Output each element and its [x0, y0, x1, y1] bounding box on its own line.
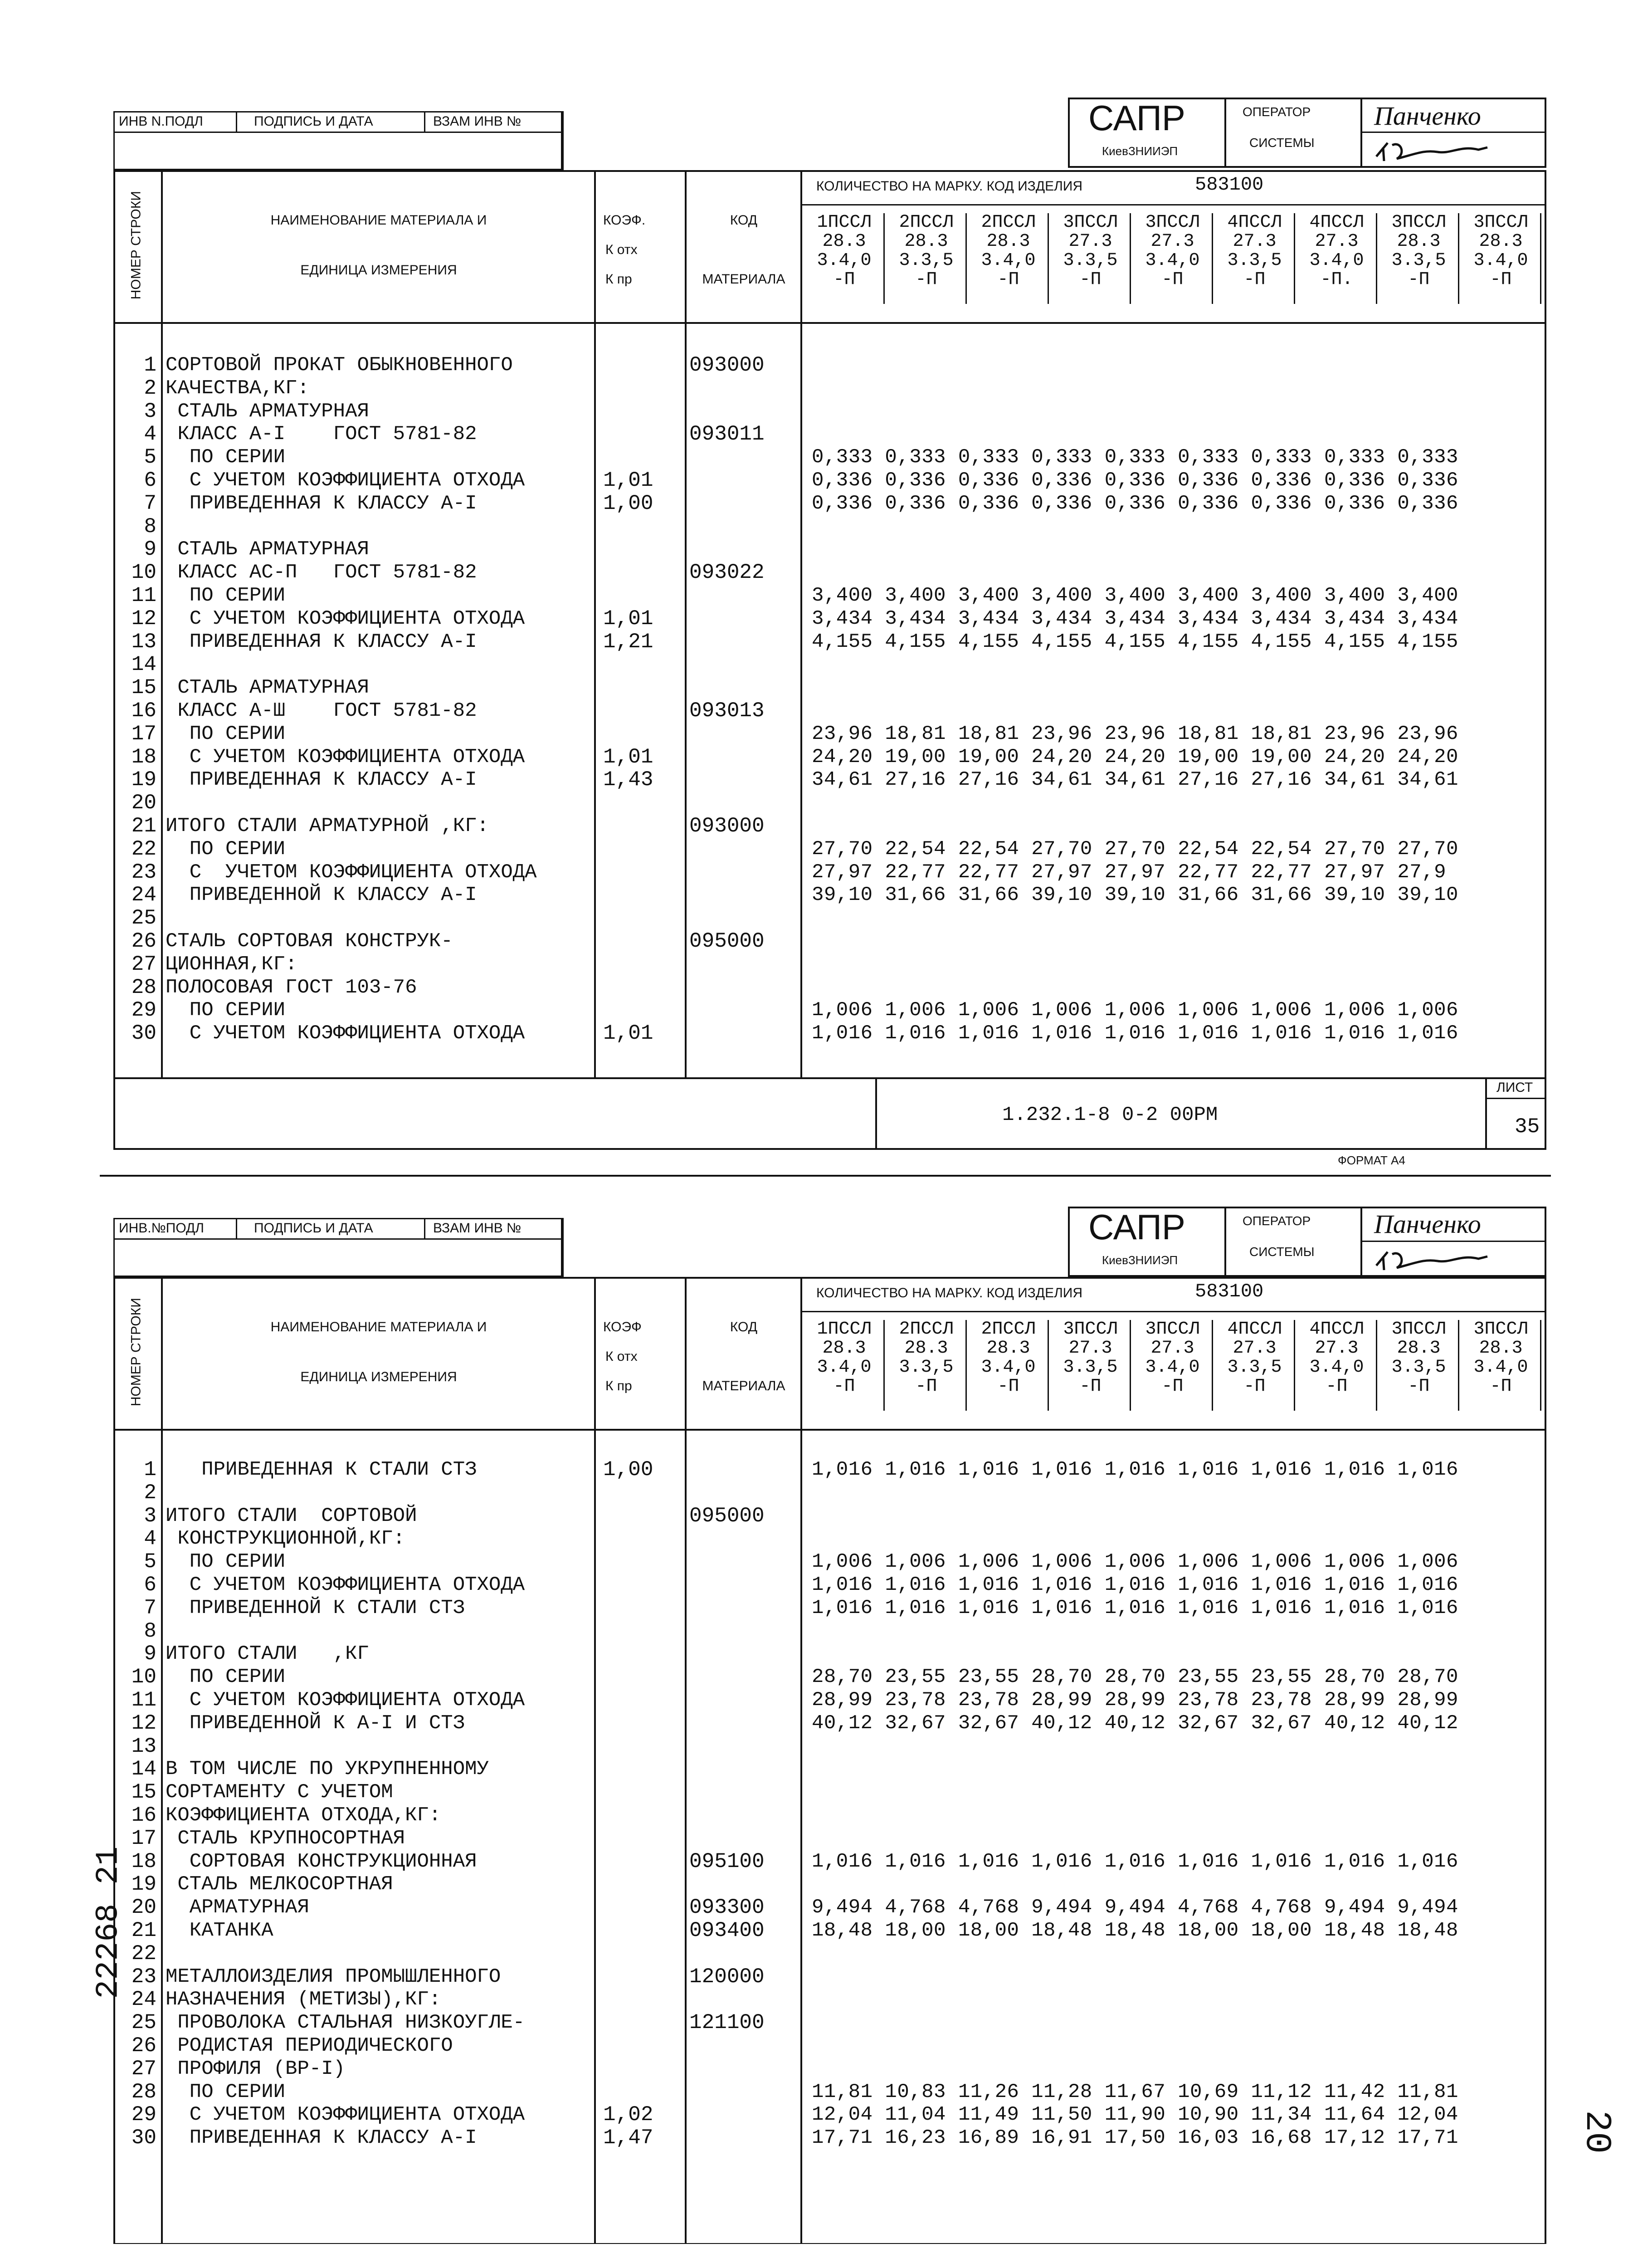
- row-number: 27: [131, 2057, 156, 2081]
- mark-label-line: 4ПССЛ: [1227, 1319, 1282, 1339]
- mark-column-header: [1297, 1320, 1377, 1411]
- row-number: 28: [131, 2080, 156, 2104]
- material-name-header-1: НАИМЕНОВАНИЕ МАТЕРИАЛА И: [270, 1320, 487, 1334]
- material-name: ПРИВЕДЕННАЯ К КЛАССУ А-I: [166, 630, 477, 653]
- row-number: 29: [131, 998, 156, 1022]
- kod-header-2: МАТЕРИАЛА: [702, 1378, 785, 1393]
- material-name: ПО СЕРИИ: [166, 446, 286, 469]
- mark-label-line: 3.3,5: [1391, 1357, 1446, 1378]
- material-code: 093022: [689, 561, 765, 585]
- row-number: 4: [144, 1527, 156, 1551]
- material-name: ПО СЕРИИ: [166, 837, 286, 860]
- mark-label-line: 27.3: [1233, 231, 1277, 252]
- mark-label-line: -П: [915, 1376, 937, 1397]
- mark-label-line: 3.4,0: [981, 1357, 1036, 1378]
- quantity-values: 27,70 22,54 22,54 27,70 27,70 22,54 22,54 27,70 27,70: [812, 837, 1458, 860]
- material-name: ПРИВЕДЕННОЙ К СТАЛИ СТЗ: [166, 1596, 465, 1619]
- operator-label: ОПЕРАТОР: [1243, 1214, 1311, 1228]
- quantity-values: 3,434 3,434 3,434 3,434 3,434 3,434 3,434 3,434 3,434: [812, 607, 1458, 630]
- row-number: 9: [144, 538, 156, 562]
- mark-column-header: [1379, 1320, 1459, 1411]
- coefficient: 1,47: [603, 2126, 653, 2150]
- material-name: НАЗНАЧЕНИЯ (МЕТИЗЫ),КГ:: [166, 1988, 441, 2011]
- material-name: С УЧЕТОМ КОЭФФИЦИЕНТА ОТХОДА: [166, 860, 537, 884]
- material-code: 095000: [689, 1504, 765, 1528]
- mark-column-header: [1051, 1320, 1131, 1411]
- row-number: 6: [144, 469, 156, 492]
- mark-label-line: -П: [1490, 1376, 1512, 1397]
- side-stamp: 22268 21: [91, 1846, 127, 1999]
- mark-label-line: 2ПССЛ: [981, 212, 1036, 233]
- material-code: 095000: [689, 929, 765, 953]
- mark-column-header: [1462, 213, 1541, 304]
- row-number: 11: [131, 1688, 156, 1712]
- material-name: ПРИВЕДЕННАЯ К СТАЛИ СТЗ: [166, 1458, 477, 1481]
- row-number: 7: [144, 1596, 156, 1620]
- coefficient: 1,01: [603, 606, 653, 631]
- material-name: КАЧЕСТВА,КГ:: [166, 376, 309, 400]
- material-name: ПОЛОСОВАЯ ГОСТ 103-76: [166, 976, 417, 999]
- operator-name: Панченко: [1374, 1209, 1481, 1239]
- mark-label-line: 3.4,0: [817, 250, 872, 271]
- list-number: 35: [1515, 1115, 1540, 1139]
- quantity-values: 40,12 32,67 32,67 40,12 40,12 32,67 32,67 40,12 40,12: [812, 1711, 1458, 1735]
- quantity-values: 28,70 23,55 23,55 28,70 28,70 23,55 23,55 28,70 28,70: [812, 1666, 1458, 1689]
- mark-label-line: 3.3,5: [1063, 1357, 1118, 1378]
- mark-label-line: -П: [1408, 1376, 1430, 1397]
- quantity-values: 11,81 10,83 11,26 11,28 11,67 10,69 11,12 11,42 11,81: [812, 2080, 1458, 2103]
- row-number: 13: [131, 630, 156, 654]
- koef-header-1: КОЭФ.: [603, 213, 646, 228]
- coefficient: 1,00: [603, 1458, 653, 1481]
- mark-column-header: [969, 213, 1049, 304]
- material-name: РОДИСТАЯ ПЕРИОДИЧЕСКОГО: [166, 2034, 453, 2057]
- mark-label-line: 3.3,5: [1227, 1357, 1282, 1378]
- mark-label-line: 3ПССЛ: [1473, 1319, 1528, 1339]
- vzam-inv-label: ВЗАМ ИНВ №: [433, 114, 522, 129]
- koef-header-3: К пр: [605, 272, 632, 287]
- mark-column-header: [1297, 213, 1377, 304]
- kod-izdeliya: 583100: [1195, 174, 1264, 196]
- row-number: 30: [131, 1022, 156, 1046]
- quantity-values: 0,336 0,336 0,336 0,336 0,336 0,336 0,336 0,336 0,336: [812, 492, 1458, 515]
- operator-label: ОПЕРАТОР: [1243, 105, 1311, 119]
- row-number: 4: [144, 422, 156, 446]
- kolichestvo-header: КОЛИЧЕСТВО НА МАРКУ. КОД ИЗДЕЛИЯ: [816, 179, 1083, 194]
- row-number: 15: [131, 1780, 156, 1804]
- row-number: 28: [131, 975, 156, 999]
- material-code: 095100: [689, 1849, 765, 1873]
- mark-label-line: -П: [1243, 269, 1266, 290]
- material-name: СТАЛЬ АРМАТУРНАЯ: [166, 676, 369, 699]
- mark-label-line: 27.3: [1233, 1338, 1277, 1359]
- row-number: 3: [144, 399, 156, 423]
- row-number: 17: [131, 722, 156, 746]
- mark-label-line: 3.4,0: [1309, 1357, 1364, 1378]
- material-name: СТАЛЬ АРМАТУРНАЯ: [166, 538, 369, 561]
- mark-column-header: [1215, 1320, 1295, 1411]
- row-number: 6: [144, 1573, 156, 1597]
- row-number: 5: [144, 445, 156, 469]
- coefficient: 1,43: [603, 768, 653, 792]
- row-number: 18: [131, 745, 156, 769]
- mark-label-line: 28.3: [1479, 231, 1523, 252]
- mark-column-header: [887, 213, 967, 304]
- row-number: 12: [131, 606, 156, 631]
- mark-label-line: -П: [915, 269, 937, 290]
- mark-label-line: 3ПССЛ: [1145, 1319, 1200, 1339]
- mark-label-line: -П: [1161, 1376, 1184, 1397]
- row-number: 16: [131, 699, 156, 723]
- mark-label-line: 3.3,5: [1063, 250, 1118, 271]
- mark-label-line: 3.3,5: [1227, 250, 1282, 271]
- quantity-values: 0,336 0,336 0,336 0,336 0,336 0,336 0,336 0,336 0,336: [812, 469, 1458, 492]
- mark-label-line: 28.3: [1397, 1338, 1441, 1359]
- mark-label-line: 1ПССЛ: [817, 212, 872, 233]
- material-name: СОРТОВОЙ ПРОКАТ ОБЫКНОВЕННОГО: [166, 354, 513, 376]
- mark-label-line: 27.3: [1150, 1338, 1194, 1359]
- mark-label-line: 3ПССЛ: [1145, 212, 1200, 233]
- mark-label-line: 28.3: [986, 1338, 1030, 1359]
- row-number: 23: [131, 1965, 156, 1989]
- mark-label-line: 27.3: [1150, 231, 1194, 252]
- row-number: 1: [144, 353, 156, 377]
- material-code: 093300: [689, 1896, 765, 1920]
- vzam-inv-label: ВЗАМ ИНВ №: [433, 1221, 522, 1236]
- mark-label-line: 3.4,0: [1145, 1357, 1200, 1378]
- sheet-2: [0, 1207, 1628, 2268]
- mark-label-line: 27.3: [1315, 1338, 1359, 1359]
- mark-column-header: [1051, 213, 1131, 304]
- mark-label-line: 27.3: [1068, 1338, 1112, 1359]
- quantity-values: 39,10 31,66 31,66 39,10 39,10 31,66 31,66 39,10 39,10: [812, 884, 1458, 907]
- quantity-values: 1,016 1,016 1,016 1,016 1,016 1,016 1,016 1,016 1,016: [812, 1850, 1458, 1873]
- quantity-values: 1,016 1,016 1,016 1,016 1,016 1,016 1,016 1,016 1,016: [812, 1458, 1458, 1481]
- row-number: 20: [131, 791, 156, 815]
- mark-label-line: -П: [1408, 269, 1430, 290]
- row-number: 9: [144, 1642, 156, 1666]
- material-name: С УЧЕТОМ КОЭФФИЦИЕНТА ОТХОДА: [166, 2103, 525, 2126]
- material-code: 093000: [689, 814, 765, 838]
- row-number: 5: [144, 1550, 156, 1574]
- material-name: ПО СЕРИИ: [166, 2080, 286, 2103]
- row-number: 14: [131, 653, 156, 677]
- mark-label-line: 28.3: [822, 231, 866, 252]
- mark-label-line: 3.4,0: [981, 250, 1036, 271]
- quantity-values: 9,494 4,768 4,768 9,494 9,494 4,768 4,768 9,494 9,494: [812, 1896, 1458, 1919]
- material-name-header-1: НАИМЕНОВАНИЕ МАТЕРИАЛА И: [270, 213, 487, 228]
- material-name-header-2: ЕДИНИЦА ИЗМЕРЕНИЯ: [300, 1369, 457, 1384]
- mark-label-line: -П: [833, 1376, 855, 1397]
- row-number: 25: [131, 2011, 156, 2035]
- material-name: КЛАСС А-Ш ГОСТ 5781-82: [166, 699, 477, 722]
- mark-label-line: -П: [1079, 1376, 1102, 1397]
- material-name: ПО СЕРИИ: [166, 1666, 286, 1689]
- mark-label-line: 28.3: [1397, 231, 1441, 252]
- mark-label-line: 3.3,5: [899, 1357, 954, 1378]
- row-number: 17: [131, 1826, 156, 1850]
- mark-label-line: 28.3: [986, 231, 1030, 252]
- page-number: 20: [1576, 2110, 1617, 2154]
- kod-header-2: МАТЕРИАЛА: [702, 272, 785, 287]
- mark-label-line: 3.3,5: [1391, 250, 1446, 271]
- row-number: 19: [131, 1872, 156, 1897]
- material-name: КЛАСС А-I ГОСТ 5781-82: [166, 423, 477, 446]
- koef-header-2: К отх: [605, 242, 638, 257]
- material-name: КОНСТРУКЦИОННОЙ,КГ:: [166, 1527, 405, 1550]
- material-name: ИТОГО СТАЛИ АРМАТУРНОЙ ,КГ:: [166, 815, 489, 837]
- mark-label-line: -П: [997, 269, 1019, 290]
- quantity-values: 18,48 18,00 18,00 18,48 18,48 18,00 18,00 18,48 18,48: [812, 1919, 1458, 1942]
- mark-column-header: [805, 213, 885, 304]
- mark-label-line: 4ПССЛ: [1309, 212, 1364, 233]
- mark-label-line: 3ПССЛ: [1063, 212, 1118, 233]
- material-name: ИТОГО СТАЛИ СОРТОВОЙ: [166, 1504, 417, 1527]
- mark-label-line: 2ПССЛ: [899, 212, 954, 233]
- system-label: СИСТЕМЫ: [1249, 136, 1315, 150]
- material-name: ИТОГО СТАЛИ ,КГ: [166, 1642, 369, 1666]
- material-name-header-2: ЕДИНИЦА ИЗМЕРЕНИЯ: [300, 263, 457, 278]
- quantity-values: 24,20 19,00 19,00 24,20 24,20 19,00 19,00 24,20 24,20: [812, 745, 1458, 768]
- coefficient: 1,21: [603, 630, 653, 654]
- material-name: ПО СЕРИИ: [166, 584, 286, 607]
- nomer-stroki-header: НОМЕР СТРОКИ: [128, 191, 144, 300]
- mark-label-line: 3ПССЛ: [1391, 212, 1446, 233]
- mark-label-line: 28.3: [1479, 1338, 1523, 1359]
- material-name: КАТАНКА: [166, 1919, 273, 1942]
- row-number: 26: [131, 2034, 156, 2058]
- mark-label-line: 1ПССЛ: [817, 1319, 872, 1339]
- material-name: ПРОФИЛЯ (ВР-I): [166, 2057, 346, 2080]
- inv-podl-label: ИНВ N.ПОДЛ: [119, 114, 203, 129]
- row-number: 11: [131, 584, 156, 607]
- row-number: 30: [131, 2126, 156, 2150]
- material-code: 093400: [689, 1919, 765, 1942]
- mark-column-header: [805, 1320, 885, 1411]
- operator-name: Панченко: [1374, 101, 1481, 131]
- mark-label-line: 3.4,0: [1145, 250, 1200, 271]
- material-code: 120000: [689, 1965, 765, 1989]
- material-name: СТАЛЬ АРМАТУРНАЯ: [166, 400, 369, 423]
- material-name: СТАЛЬ МЕЛКОСОРТНАЯ: [166, 1873, 393, 1896]
- quantity-values: 1,016 1,016 1,016 1,016 1,016 1,016 1,016 1,016 1,016: [812, 1596, 1458, 1619]
- material-name: КЛАСС АС-П ГОСТ 5781-82: [166, 561, 477, 584]
- material-name: СОРТОВАЯ КОНСТРУКЦИОННАЯ: [166, 1850, 477, 1873]
- material-name: ПРИВЕДЕННОЙ К А-I И СТЗ: [166, 1711, 465, 1735]
- row-number: 27: [131, 952, 156, 976]
- mark-label-line: -П: [1161, 269, 1184, 290]
- row-number: 10: [131, 561, 156, 585]
- signature-icon: [1374, 1245, 1492, 1277]
- mark-label-line: 27.3: [1068, 231, 1112, 252]
- mark-label-line: -П: [833, 269, 855, 290]
- material-name: ПРИВЕДЕННАЯ К КЛАССУ А-I: [166, 768, 477, 792]
- coefficient: 1,01: [603, 469, 653, 492]
- material-code: 093013: [689, 699, 765, 723]
- material-name: СТАЛЬ СОРТОВАЯ КОНСТРУК-: [166, 930, 453, 953]
- quantity-values: 1,016 1,016 1,016 1,016 1,016 1,016 1,016 1,016 1,016: [812, 1574, 1458, 1596]
- row-number: 22: [131, 837, 156, 861]
- material-name: С УЧЕТОМ КОЭФФИЦИЕНТА ОТХОДА: [166, 607, 525, 630]
- mark-label-line: 27.3: [1315, 231, 1359, 252]
- mark-label-line: 28.3: [822, 1338, 866, 1359]
- row-number: 26: [131, 929, 156, 953]
- coefficient: 1,01: [603, 745, 653, 769]
- format-label: ФОРМАТ А4: [1338, 1154, 1405, 1167]
- coefficient: 1,02: [603, 2103, 653, 2127]
- quantity-values: 28,99 23,78 23,78 28,99 28,99 23,78 23,78 28,99 28,99: [812, 1689, 1458, 1711]
- mark-label-line: -П: [1490, 269, 1512, 290]
- koef-header-3: К пр: [605, 1378, 632, 1393]
- row-number: 24: [131, 1988, 156, 2012]
- row-number: 2: [144, 1481, 156, 1505]
- quantity-values: 1,006 1,006 1,006 1,006 1,006 1,006 1,006 1,006 1,006: [812, 999, 1458, 1022]
- material-code: 093000: [689, 353, 765, 377]
- row-number: 12: [131, 1711, 156, 1735]
- material-name: ПРОВОЛОКА СТАЛЬНАЯ НИЗКОУГЛЕ-: [166, 2011, 525, 2034]
- quantity-values: 1,016 1,016 1,016 1,016 1,016 1,016 1,016 1,016 1,016: [812, 1022, 1458, 1045]
- podpis-data-label: ПОДПИСЬ И ДАТА: [254, 1221, 373, 1236]
- material-name: ПРИВЕДЕННАЯ К КЛАССУ А-I: [166, 2126, 477, 2150]
- material-name: АРМАТУРНАЯ: [166, 1896, 309, 1919]
- row-number: 3: [144, 1504, 156, 1528]
- signature-icon: [1374, 136, 1492, 168]
- mark-label-line: 3.4,0: [817, 1357, 872, 1378]
- doc-code: 1.232.1-8 0-2 00РМ: [1002, 1104, 1218, 1126]
- material-name: В ТОМ ЧИСЛЕ ПО УКРУПНЕННОМУ: [166, 1758, 489, 1781]
- material-name: ПО СЕРИИ: [166, 722, 286, 745]
- koef-header-1: КОЭФ: [603, 1320, 642, 1334]
- material-name: ПРИВЕДЕННАЯ К КЛАССУ А-I: [166, 492, 477, 515]
- material-name: ПО СЕРИИ: [166, 1550, 286, 1574]
- row-number: 29: [131, 2103, 156, 2127]
- quantity-values: 17,71 16,23 16,89 16,91 17,50 16,03 16,68 17,12 17,71: [812, 2126, 1458, 2150]
- material-name: ПО СЕРИИ: [166, 999, 286, 1022]
- mark-label-line: -П: [1326, 1376, 1348, 1397]
- mark-label-line: -П: [1079, 269, 1102, 290]
- mark-column-header: [1133, 213, 1213, 304]
- quantity-values: 0,333 0,333 0,333 0,333 0,333 0,333 0,333 0,333 0,333: [812, 446, 1458, 469]
- quantity-values: 1,006 1,006 1,006 1,006 1,006 1,006 1,006 1,006 1,006: [812, 1550, 1458, 1574]
- row-number: 21: [131, 814, 156, 838]
- mark-column-header: [969, 1320, 1049, 1411]
- mark-label-line: 2ПССЛ: [981, 1319, 1036, 1339]
- coefficient: 1,01: [603, 1022, 653, 1046]
- mark-label-line: -П: [997, 1376, 1019, 1397]
- quantity-values: 12,04 11,04 11,49 11,50 11,90 10,90 11,34 11,64 12,04: [812, 2103, 1458, 2126]
- row-number: 23: [131, 860, 156, 884]
- quantity-values: 34,61 27,16 27,16 34,61 34,61 27,16 27,16 34,61 34,61: [812, 768, 1458, 792]
- mark-label-line: 3ПССЛ: [1391, 1319, 1446, 1339]
- mark-label-line: 3.4,0: [1473, 250, 1528, 271]
- row-number: 21: [131, 1919, 156, 1942]
- sapr-label: САПР: [1088, 98, 1185, 138]
- material-name: С УЧЕТОМ КОЭФФИЦИЕНТА ОТХОДА: [166, 1022, 525, 1045]
- material-name: МЕТАЛЛОИЗДЕЛИЯ ПРОМЫШЛЕННОГО: [166, 1965, 501, 1988]
- material-name: СОРТАМЕНТУ С УЧЕТОМ: [166, 1781, 393, 1804]
- material-name: КОЭФФИЦИЕНТА ОТХОДА,КГ:: [166, 1804, 441, 1827]
- mark-column-header: [1379, 213, 1459, 304]
- row-number: 10: [131, 1665, 156, 1689]
- row-number: 2: [144, 376, 156, 400]
- row-number: 22: [131, 1941, 156, 1965]
- mark-column-header: [1133, 1320, 1213, 1411]
- material-name: С УЧЕТОМ КОЭФФИЦИЕНТА ОТХОДА: [166, 469, 525, 492]
- mark-label-line: 3.3,5: [899, 250, 954, 271]
- koef-header-2: К отх: [605, 1349, 638, 1364]
- mark-label-line: 3.4,0: [1473, 1357, 1528, 1378]
- row-number: 8: [144, 1619, 156, 1643]
- mark-label-line: 28.3: [904, 231, 948, 252]
- nomer-stroki-header: НОМЕР СТРОКИ: [128, 1298, 144, 1407]
- org-label: КиевЗНИИЭП: [1102, 144, 1178, 158]
- org-label: КиевЗНИИЭП: [1102, 1253, 1178, 1267]
- podpis-data-label: ПОДПИСЬ И ДАТА: [254, 114, 373, 129]
- material-name: СТАЛЬ КРУПНОСОРТНАЯ: [166, 1827, 405, 1850]
- quantity-values: 4,155 4,155 4,155 4,155 4,155 4,155 4,155 4,155 4,155: [812, 630, 1458, 653]
- material-name: С УЧЕТОМ КОЭФФИЦИЕНТА ОТХОДА: [166, 1574, 525, 1596]
- kolichestvo-header: КОЛИЧЕСТВО НА МАРКУ. КОД ИЗДЕЛИЯ: [816, 1286, 1083, 1300]
- mark-label-line: 28.3: [904, 1338, 948, 1359]
- material-name: С УЧЕТОМ КОЭФФИЦИЕНТА ОТХОДА: [166, 1689, 525, 1711]
- kod-header-1: КОД: [730, 213, 758, 228]
- mark-label-line: 3.4,0: [1309, 250, 1364, 271]
- mark-column-header: [1462, 1320, 1541, 1411]
- quantity-values: 27,97 22,77 22,77 27,97 27,97 22,77 22,77 27,97 27,9: [812, 860, 1447, 884]
- row-number: 8: [144, 514, 156, 538]
- coefficient: 1,00: [603, 491, 653, 515]
- kod-header-1: КОД: [730, 1320, 758, 1334]
- mark-label-line: -П: [1243, 1376, 1266, 1397]
- material-name: ЦИОННАЯ,КГ:: [166, 953, 297, 976]
- mark-label-line: 3ПССЛ: [1473, 212, 1528, 233]
- mark-label-line: 2ПССЛ: [899, 1319, 954, 1339]
- row-number: 16: [131, 1804, 156, 1827]
- mark-label-line: -П.: [1320, 269, 1353, 290]
- mark-label-line: 4ПССЛ: [1309, 1319, 1364, 1339]
- row-number: 15: [131, 676, 156, 700]
- material-code: 093011: [689, 422, 765, 446]
- row-number: 25: [131, 906, 156, 930]
- row-number: 13: [131, 1734, 156, 1758]
- material-name: ПРИВЕДЕННОЙ К КЛАССУ А-I: [166, 884, 477, 907]
- sapr-label: САПР: [1088, 1207, 1185, 1247]
- material-name: С УЧЕТОМ КОЭФФИЦИЕНТА ОТХОДА: [166, 745, 525, 768]
- row-number: 24: [131, 883, 156, 907]
- mark-column-header: [1215, 213, 1295, 304]
- list-label: ЛИСТ: [1496, 1080, 1533, 1095]
- row-number: 18: [131, 1849, 156, 1873]
- quantity-values: 3,400 3,400 3,400 3,400 3,400 3,400 3,400 3,400 3,400: [812, 584, 1458, 607]
- material-code: 121100: [689, 2011, 765, 2035]
- inv-podl-label: ИНВ.№ПОДЛ: [119, 1221, 204, 1236]
- mark-label-line: 4ПССЛ: [1227, 212, 1282, 233]
- quantity-values: 23,96 18,81 18,81 23,96 23,96 18,81 18,81 23,96 23,96: [812, 722, 1458, 745]
- row-number: 1: [144, 1458, 156, 1481]
- row-number: 20: [131, 1896, 156, 1920]
- system-label: СИСТЕМЫ: [1249, 1245, 1315, 1259]
- row-number: 7: [144, 491, 156, 515]
- mark-column-header: [887, 1320, 967, 1411]
- row-number: 19: [131, 768, 156, 792]
- kod-izdeliya: 583100: [1195, 1281, 1264, 1302]
- row-number: 14: [131, 1757, 156, 1781]
- mark-label-line: 3ПССЛ: [1063, 1319, 1118, 1339]
